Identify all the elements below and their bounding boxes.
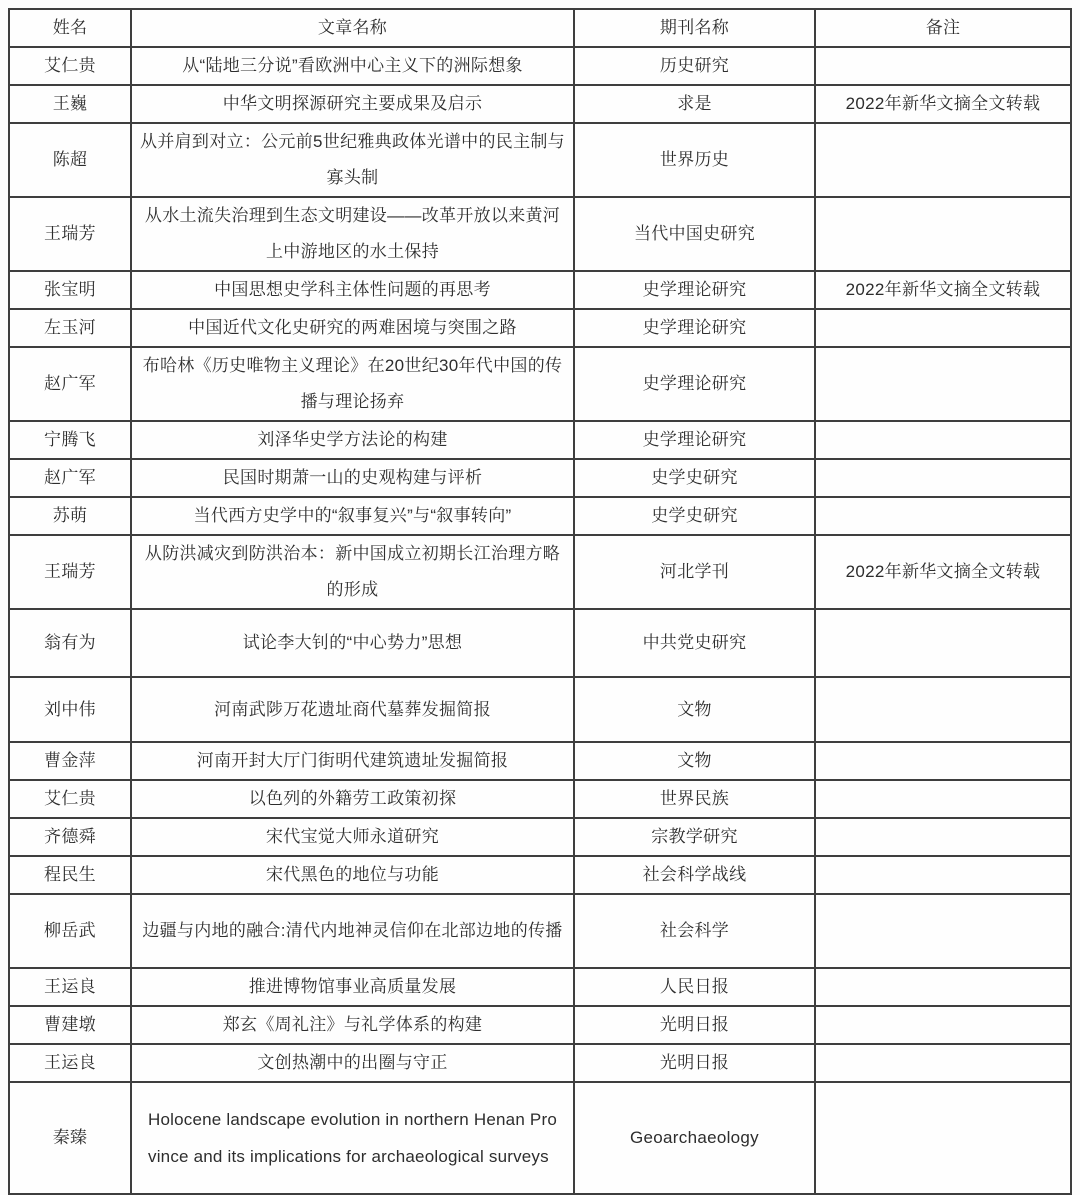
- name-cell: 左玉河: [9, 309, 131, 347]
- journal-cell: 历史研究: [574, 47, 815, 85]
- article-cell: 边疆与内地的融合:清代内地神灵信仰在北部边地的传播: [131, 894, 574, 968]
- table-row: [9, 271, 1071, 309]
- journal-cell: 史学史研究: [574, 459, 815, 497]
- note-cell: [815, 894, 1071, 968]
- name-cell: 艾仁贵: [9, 780, 131, 818]
- name-cell: 曹建墩: [9, 1006, 131, 1044]
- article-cell: 郑玄《周礼注》与礼学体系的构建: [131, 1006, 574, 1044]
- table-row: [9, 780, 1071, 818]
- table-row: [9, 85, 1071, 123]
- name-cell: 秦臻: [9, 1082, 131, 1194]
- article-cell: 河南武陟万花遗址商代墓葬发掘简报: [131, 677, 574, 742]
- name-cell: 赵广军: [9, 347, 131, 421]
- article-cell: 民国时期萧一山的史观构建与评析: [131, 459, 574, 497]
- name-cell: 程民生: [9, 856, 131, 894]
- article-cell: 从“陆地三分说”看欧洲中心主义下的洲际想象: [131, 47, 574, 85]
- note-cell: [815, 309, 1071, 347]
- journal-cell: 人民日报: [574, 968, 815, 1006]
- note-cell: [815, 197, 1071, 271]
- name-cell: 苏萌: [9, 497, 131, 535]
- header-row: [9, 9, 1071, 47]
- col-header-note: 备注: [815, 9, 1071, 47]
- note-cell: [815, 497, 1071, 535]
- journal-cell: 中共党史研究: [574, 609, 815, 677]
- name-cell: 赵广军: [9, 459, 131, 497]
- table-row: [9, 197, 1071, 271]
- article-cell: 从防洪减灾到防洪治本：新中国成立初期长江治理方略的形成: [131, 535, 574, 609]
- table-row: [9, 856, 1071, 894]
- article-cell: 以色列的外籍劳工政策初探: [131, 780, 574, 818]
- table-row: [9, 497, 1071, 535]
- journal-cell: 社会科学: [574, 894, 815, 968]
- journal-cell: 光明日报: [574, 1044, 815, 1082]
- journal-cell: 河北学刊: [574, 535, 815, 609]
- article-cell: 布哈林《历史唯物主义理论》在20世纪30年代中国的传播与理论扬弃: [131, 347, 574, 421]
- name-cell: 陈超: [9, 123, 131, 197]
- article-cell: Holocene landscape evolution in northern Henan Province and its implications for archaeological surveys: [131, 1082, 574, 1194]
- note-cell: [815, 459, 1071, 497]
- journal-cell: Geoarchaeology: [574, 1082, 815, 1194]
- table-row: [9, 459, 1071, 497]
- journal-cell: 史学理论研究: [574, 421, 815, 459]
- table-row: [9, 742, 1071, 780]
- name-cell: 翁有为: [9, 609, 131, 677]
- journal-cell: 史学理论研究: [574, 271, 815, 309]
- journal-cell: 史学史研究: [574, 497, 815, 535]
- journal-cell: 史学理论研究: [574, 309, 815, 347]
- table-row: [9, 1044, 1071, 1082]
- note-cell: [815, 677, 1071, 742]
- table-row: [9, 677, 1071, 742]
- article-cell: 推进博物馆事业高质量发展: [131, 968, 574, 1006]
- name-cell: 王瑞芳: [9, 535, 131, 609]
- name-cell: 艾仁贵: [9, 47, 131, 85]
- publications-table: [8, 8, 1072, 1195]
- table-row: [9, 894, 1071, 968]
- col-header-journal: 期刊名称: [574, 9, 815, 47]
- col-header-name: 姓名: [9, 9, 131, 47]
- journal-cell: 世界历史: [574, 123, 815, 197]
- name-cell: 王运良: [9, 1044, 131, 1082]
- journal-cell: 世界民族: [574, 780, 815, 818]
- article-cell: 文创热潮中的出圈与守正: [131, 1044, 574, 1082]
- name-cell: 王巍: [9, 85, 131, 123]
- table-row: [9, 818, 1071, 856]
- article-cell: 河南开封大厅门街明代建筑遗址发掘简报: [131, 742, 574, 780]
- journal-cell: 文物: [574, 677, 815, 742]
- name-cell: 宁腾飞: [9, 421, 131, 459]
- article-cell: 从并肩到对立：公元前5世纪雅典政体光谱中的民主制与寡头制: [131, 123, 574, 197]
- article-cell: 刘泽华史学方法论的构建: [131, 421, 574, 459]
- table-row: [9, 535, 1071, 609]
- name-cell: 曹金萍: [9, 742, 131, 780]
- note-cell: [815, 1044, 1071, 1082]
- article-cell: 中国近代文化史研究的两难困境与突围之路: [131, 309, 574, 347]
- table-row: [9, 421, 1071, 459]
- table-row: [9, 347, 1071, 421]
- name-cell: 刘中伟: [9, 677, 131, 742]
- name-cell: 柳岳武: [9, 894, 131, 968]
- journal-cell: 宗教学研究: [574, 818, 815, 856]
- table-row: [9, 1006, 1071, 1044]
- note-cell: [815, 856, 1071, 894]
- note-cell: 2022年新华文摘全文转载: [815, 271, 1071, 309]
- note-cell: [815, 123, 1071, 197]
- article-cell: 中国思想史学科主体性问题的再思考: [131, 271, 574, 309]
- journal-cell: 光明日报: [574, 1006, 815, 1044]
- note-cell: [815, 1082, 1071, 1194]
- note-cell: [815, 47, 1071, 85]
- note-cell: 2022年新华文摘全文转载: [815, 535, 1071, 609]
- note-cell: [815, 347, 1071, 421]
- article-cell: 中华文明探源研究主要成果及启示: [131, 85, 574, 123]
- note-cell: [815, 780, 1071, 818]
- table-row: [9, 309, 1071, 347]
- note-cell: [815, 818, 1071, 856]
- note-cell: 2022年新华文摘全文转载: [815, 85, 1071, 123]
- note-cell: [815, 609, 1071, 677]
- journal-cell: 当代中国史研究: [574, 197, 815, 271]
- table-row: [9, 47, 1071, 85]
- table-body: [9, 47, 1071, 1194]
- article-cell: 宋代黑色的地位与功能: [131, 856, 574, 894]
- article-cell: 当代西方史学中的“叙事复兴”与“叙事转向”: [131, 497, 574, 535]
- table-row: [9, 609, 1071, 677]
- article-cell: 宋代宝觉大师永道研究: [131, 818, 574, 856]
- article-cell: 试论李大钊的“中心势力”思想: [131, 609, 574, 677]
- journal-cell: 史学理论研究: [574, 347, 815, 421]
- table-row: [9, 1082, 1071, 1194]
- table-row: [9, 968, 1071, 1006]
- note-cell: [815, 968, 1071, 1006]
- name-cell: 王瑞芳: [9, 197, 131, 271]
- note-cell: [815, 742, 1071, 780]
- name-cell: 张宝明: [9, 271, 131, 309]
- note-cell: [815, 1006, 1071, 1044]
- note-cell: [815, 421, 1071, 459]
- col-header-article: 文章名称: [131, 9, 574, 47]
- name-cell: 王运良: [9, 968, 131, 1006]
- journal-cell: 社会科学战线: [574, 856, 815, 894]
- article-cell: 从水土流失治理到生态文明建设——改革开放以来黄河上中游地区的水土保持: [131, 197, 574, 271]
- name-cell: 齐德舜: [9, 818, 131, 856]
- journal-cell: 文物: [574, 742, 815, 780]
- table-row: [9, 123, 1071, 197]
- journal-cell: 求是: [574, 85, 815, 123]
